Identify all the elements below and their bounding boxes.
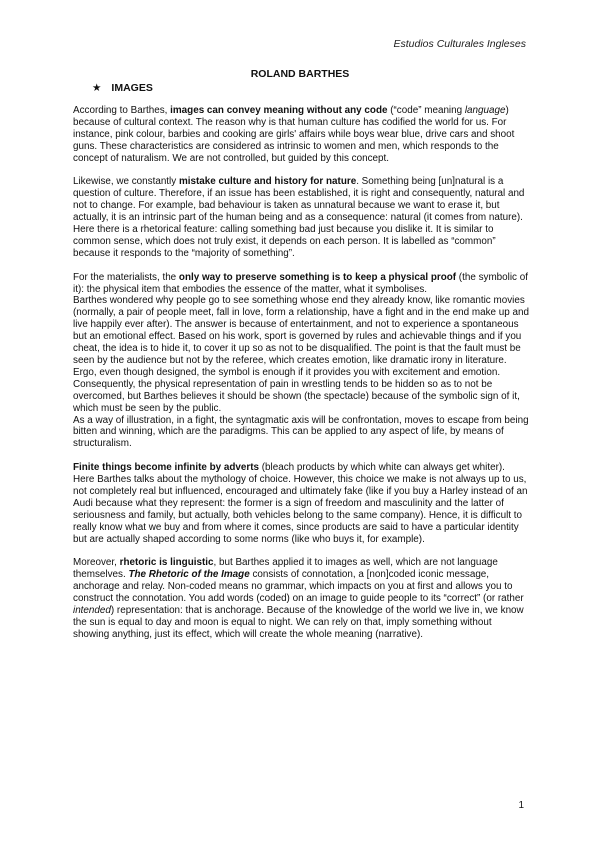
section-heading-label: IMAGES — [111, 82, 153, 94]
paragraph — [73, 557, 529, 640]
paragraph — [73, 272, 529, 296]
text-run: ) because of cultural context. The reason why is that human culture has codified the world for us. For instance, pink colour, barbies and cooking are girls' affairs while boys wear blue, drive cars and shoot guns. These characteristics are considered as intrinsic to women and men, which responds to the concept of naturalism. We are not controlled, but guided by this concept. — [73, 105, 515, 164]
text-run: As a way of illustration, in a fight, the syntagmatic axis will be confrontation, moves to escape from being bitten and winning, which are the paradigms. This can be applied to any aspect of life, by means of structuralism. — [73, 414, 529, 450]
section-heading — [92, 82, 153, 94]
text-run: consists of connotation, a [non]coded iconic message, anchorage and relay. Non-coded means no grammar, which impacts on you at first and allows you to construct the connotation. You add words (coded) on an image to guide people to its “correct” (or rather — [73, 569, 524, 605]
paragraph — [73, 462, 529, 545]
bold-phrase: rhetoric is linguistic — [119, 557, 214, 569]
text-run: Likewise, we constantly — [73, 176, 179, 188]
document-body — [73, 105, 529, 653]
paragraph — [73, 415, 529, 451]
bold-phrase: Finite things become infinite by adverts — [73, 462, 260, 474]
bold-phrase — [128, 569, 249, 580]
paragraph — [73, 295, 529, 414]
italic-phrase: intended — [73, 605, 111, 616]
page-number: 1 — [518, 800, 524, 811]
text-run: Moreover, — [73, 557, 120, 569]
text-run: Barthes wondered why people go to see something whose end they already know, like romantic movies (normally, a pair of people meet, fall in love, form a relationship, have a fight and in the end make up and live happily ever after). The answer is because of entertainment, and not to experience a spontaneous but an emotional effect. Based on his work, sport is governed by rules and achievable things and if you cheat, the idea is to hide it, to cover it up so as not to be disqualified. The point is that the fault must be seen by the audience but not by the referee, which creates emotion, like dramatic irony in literature. Ergo, even though designed, the symbol is enough if it provides you with excitement and emotion. Consequently, the physical representation of pain in wrestling tends to be hidden so as to not be overcomed, but Barthes believes it should be shown (the spectacle) because of the symbolic sign of it, which must be seen by the public. — [73, 295, 529, 414]
bold-phrase: mistake culture and history for nature — [178, 176, 357, 188]
star-bullet-icon: ★ — [92, 82, 102, 94]
text-run: According to Barthes, — [73, 105, 171, 116]
text-run: . Something being [un]natural is a question of culture. Therefore, if an issue has been established, it is right and consequently, natural and not to change. For example, bad behaviour is taken as unnatural because we want to erase it, but actually, it is an intrinsic part of the human being and as a consequence: natural (it comes from nature). Here there is a rhetorical feature: calling something bad just because you dislike it. It is similar to common sense, which does not truly exist, it depends on each person. It is labelled as “common” because it responds to the “majority of something”. — [73, 176, 525, 259]
text-run: (bleach products by which white can always get whiter). Here Barthes talks about the mythology of choice. However, this choice we make is not always up to us, not completely real but influenced, encouraged and ultimately fake (like if you buy a Harley instead of an Audi because what they represent: the former is a sign of freedom and masculinity and the latter of seriousness and family, but actually, both vehicles belong to the same company). Hence, it is difficult to really know what we buy and from where it comes, since products are said to have a particular identity but are actually shaped according to some norms (like who buys it, for example). — [73, 462, 528, 545]
text-run: (“code” meaning — [387, 105, 465, 116]
text-run: ) representation: that is anchorage. Because of the knowledge of the world we live in, we know the sun is equal to day and moon is equal to night. We can rely on that, imply something without showing anything, just its effect, which will create the whole meaning (narrative). — [73, 605, 524, 640]
paragraph — [73, 105, 529, 165]
bold-phrase: images can convey meaning without any code — [170, 105, 388, 116]
bold-italic-title: The Rhetoric of the Image — [128, 569, 250, 581]
text-run: (the symbolic of it): the physical item that embodies the essence of the matter, what it symbolises. — [73, 271, 528, 295]
bold-phrase: only way to preserve something is to keep a physical proof — [178, 271, 457, 283]
document-title: ROLAND BARTHES — [250, 68, 350, 80]
paragraph — [73, 176, 529, 259]
text-run: For the materialists, the — [73, 271, 179, 283]
text-run: , but Barthes applied it to images as well, which are not language themselves. — [73, 557, 498, 581]
italic-phrase: language — [464, 105, 506, 116]
page-header-course: Estudios Culturales Ingleses — [393, 38, 526, 50]
